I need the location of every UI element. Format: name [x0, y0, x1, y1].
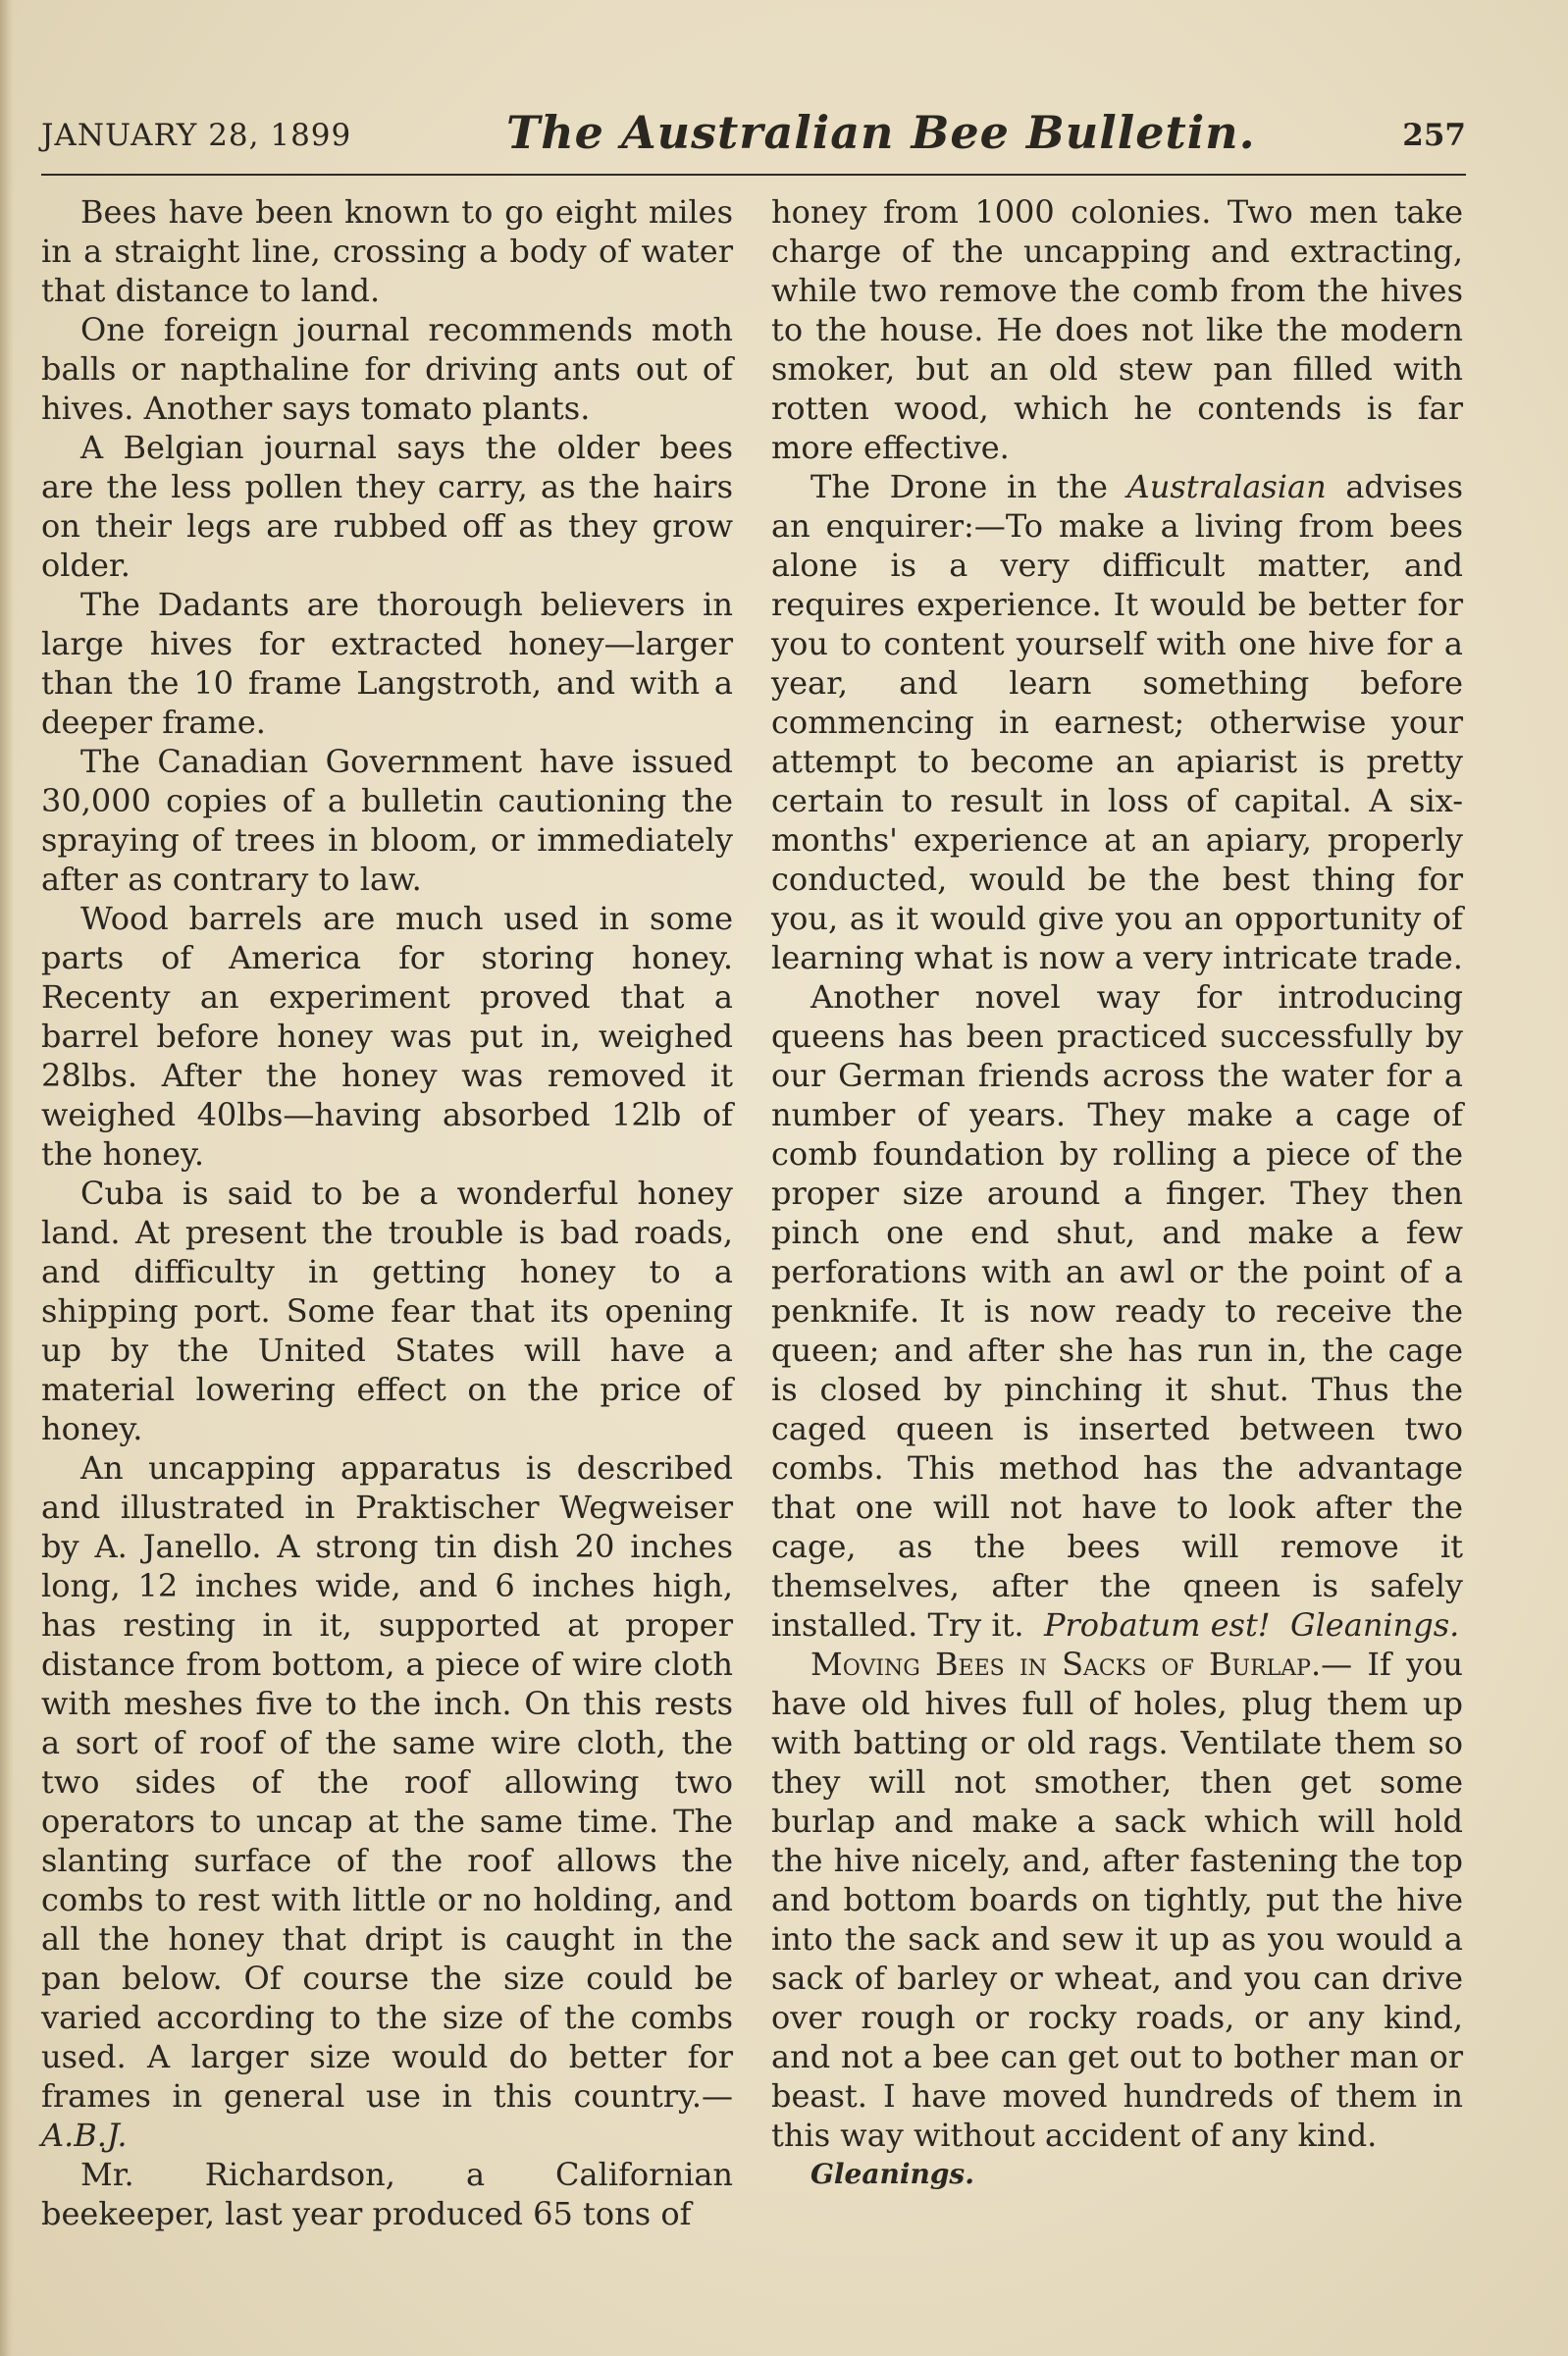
uncapping-source: A.B.J.: [41, 2117, 128, 2154]
moving-bees-source: Gleanings.: [810, 2158, 974, 2190]
paragraph-belgian-journal: A Belgian journal says the older bees are the less pollen they carry, as the hairs on their legs are rubbed off as they grow older.: [41, 429, 733, 584]
paragraph-canadian-government: The Canadian Government have issued 30,000 copies of a bulletin cautioning the spraying of trees in bloom, or immediately after as contrary to law.: [41, 743, 733, 898]
queens-text: Another novel way for introducing queens has been practiced successfully by our German friends across the water for a number of years. They make a cage of comb foundation by rolling a piece of the proper size around a finger. They then pinch one end shut, and make a few perforations with an awl or the point of a penknife. It is now ready to receive the queen; and after she has run in, the cage is closed by pinching it shut. Thus the caged queen is inserted between two combs. This method has the advantage that one will not have to look after the cage, as the bees will remove it themselves, after the qneen is safely installed. Try it.: [771, 978, 1463, 1644]
paragraph-dadants: The Dadants are thorough believers in large hives for extracted honey—larger than the 10 frame Langstroth, and with a deeper frame.: [41, 586, 733, 741]
paragraph-cuba: Cuba is said to be a wonderful honey land. At present the trouble is bad roads, and difficulty in getting honey to a shipping port. Some fear that its opening up by the United States will have a material lowering effect on the price of honey.: [41, 1175, 733, 1447]
page-binding-edge: [0, 0, 14, 2356]
running-header: [41, 106, 1466, 169]
header-rule: [41, 174, 1466, 176]
paragraph-richardson-continued: honey from 1000 colonies. Two men take charge of the uncapping and extracting, while two remove the comb from the hives to the house. He does not like the modern smoker, but an old stew pan filled with rotten wood, which he contends is far more effective.: [771, 193, 1463, 466]
paragraph-uncapping-apparatus: [41, 1448, 733, 2155]
paragraph-introducing-queens: [771, 977, 1463, 1645]
paragraph-wood-barrels: Wood barrels are much used in some parts of America for storing honey. Recenty an experiment proved that a barrel before honey was put in, weighed 28lbs. After the honey was removed it weighed 40lbs—having absorbed 12lb of the honey.: [41, 900, 733, 1173]
moving-bees-heading: Moving Bees in Sacks of Burlap.—: [810, 1646, 1353, 1683]
left-column: [41, 192, 733, 2233]
queens-source: Gleanings.: [1290, 1606, 1460, 1644]
paragraph-ants: One foreign journal recommends moth balls or napthaline for driving ants out of hives. Another says tomato plants.: [41, 311, 733, 427]
moving-bees-text: If you have old hives full of holes, plug them up with batting or old rags. Ventilate them so they will not smother, then get some burlap and make a sack which will hold the hive nicely, and, after fastening the top and bottom boards on tightly, put the hive into the sack and sew it up as you would a sack of barley or wheat, and you can drive over rough or rocky roads, or any kind, and not a bee can get out to bother man or beast. I have moved hundreds of them in this way without accident of any kind.: [771, 1646, 1464, 2154]
paragraph-bees-travel: Bees have been known to go eight miles in a straight line, crossing a body of water that distance to land.: [41, 193, 733, 309]
page-number: 257: [1402, 118, 1466, 153]
paragraph-drone: [771, 467, 1463, 977]
paragraph-moving-bees: [771, 1645, 1463, 2155]
drone-rest: advises an enquirer:—To make a living from bees alone is a very difficult matter, and requires experience. It would be better for you to content yourself with one hive for a year, and learn something before commencing in earnest; otherwise your attempt to become an apiarist is pretty certain to result in loss of capital. A six-months' experience at an apiary, properly conducted, would be the best thing for you, as it would give you an opportunity of learning what is now a very intricate trade.: [771, 468, 1464, 976]
journal-title: The Australian Bee Bulletin.: [506, 106, 1256, 159]
drone-start: The Drone in the: [810, 468, 1127, 505]
drone-source: Australasian: [1126, 468, 1327, 505]
right-column: [771, 192, 1463, 2194]
queens-latin: Probatum est!: [1043, 1606, 1271, 1644]
issue-date: JANUARY 28, 1899: [41, 118, 352, 153]
uncapping-text: An uncapping apparatus is described and illustrated in Praktischer Wegweiser by A. Janello. A strong tin dish 20 inches long, 12 inches wide, and 6 inches high, has resting in it, supported at proper distance from bottom, a piece of wire cloth with meshes five to the inch. On this rests a sort of roof of the same wire cloth, the two sides of the roof allowing two operators to uncap at the same time. The slanting surface of the roof allows the combs to rest with little or no holding, and all the honey that dript is caught in the pan below. Of course the size could be varied according to the size of the combs used. A larger size would do better for frames in general use in this country.—: [41, 1449, 733, 2115]
paragraph-richardson: Mr. Richardson, a Californian beekeeper, last year produced 65 tons of: [41, 2156, 733, 2232]
